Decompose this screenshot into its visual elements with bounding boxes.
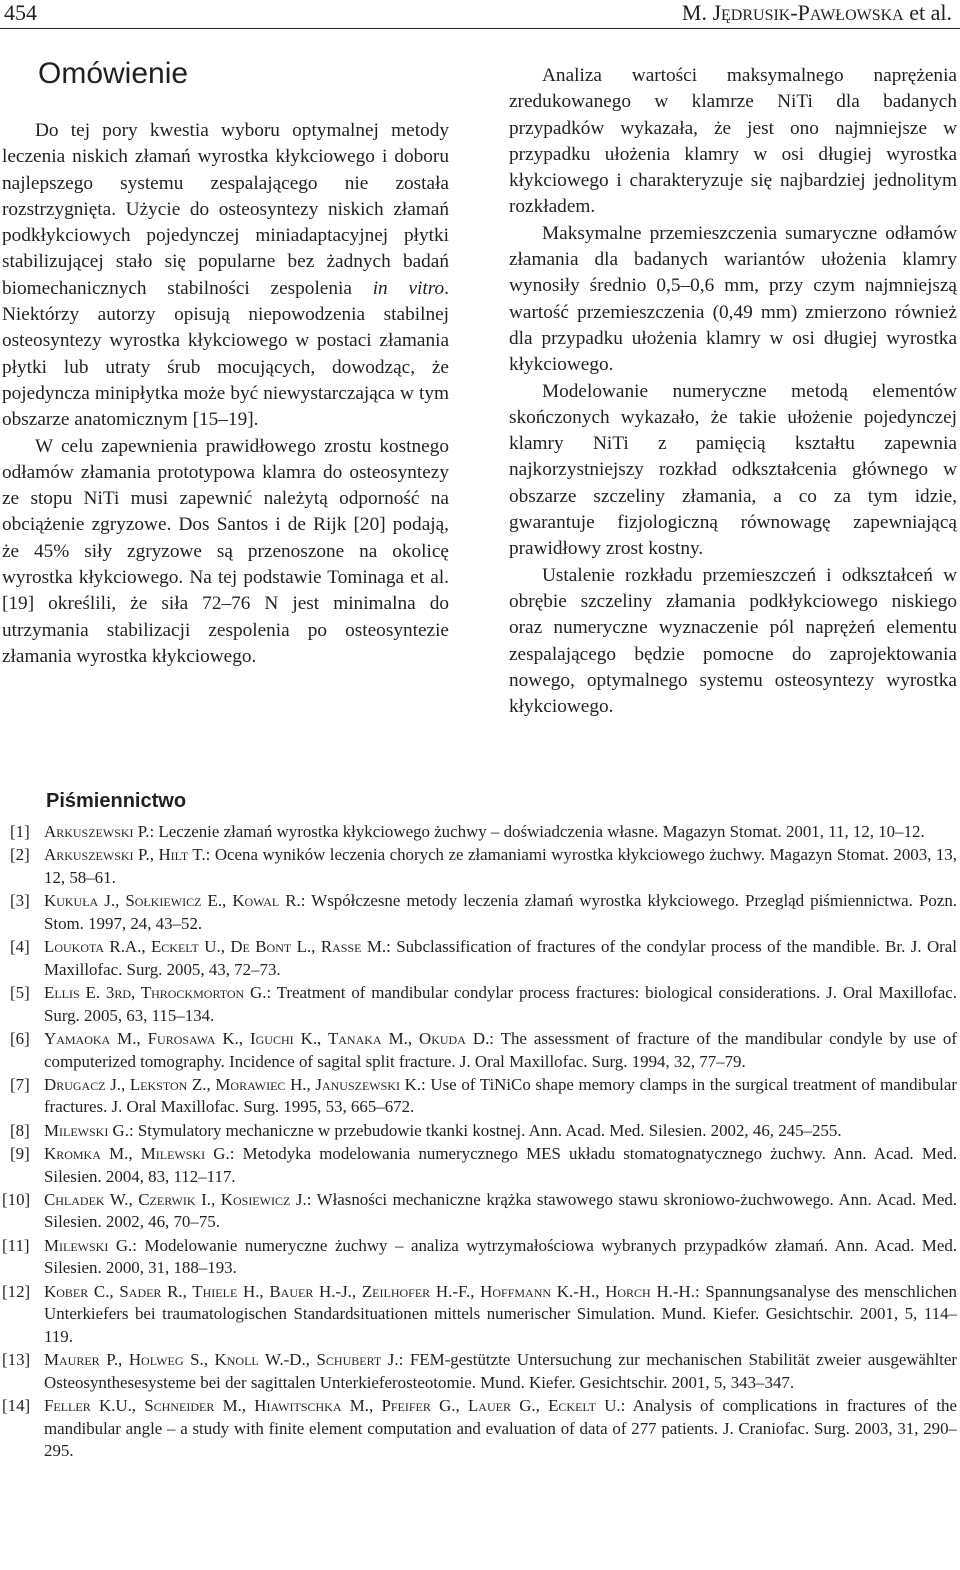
reference-text: : Spannungsanalyse des menschlichen Unterkiefers bei traumatologischen Standardsituationen mittels numerischer Simulation. Mund. Kiefer. Gesichtschir. 2001, 5, 114–119.: [44, 1281, 957, 1346]
reference-authors: Kober C., Sader R., Thiele H., Bauer H.-J., Zeilhofer H.-F., Hoffmann K.-H., Horch H.-H.: [44, 1281, 695, 1301]
running-head: [682, 0, 952, 29]
italic-text: in vitro: [372, 277, 445, 299]
reference-item: [2, 1281, 957, 1349]
paragraph: Maksymalne przemieszczenia sumaryczne odłamów złamania dla badanych wariantów ułożenia klamry wynosiły średnio 0,5–0,6 mm, przy czym najmniejszą wartość przemieszczenia (0,49 mm) zmierzono również dla przypadku ułożenia klamry w osi długiej wyrostka kłykciowego.: [509, 222, 957, 376]
text-run: . Niektórzy autorzy opisują niepowodzenia stabilnej osteosyntezy wyrostka kłykciowego w postaci złamania płytki lub utraty śrub mocujących, dowodząc, że pojedyncza minipłytka może być niewystarczająca w tym obszarze anatomicznym [15–19].: [2, 277, 449, 431]
reference-item: [2, 982, 957, 1027]
reference-authors: Maurer P., Holweg S., Knoll W.-D., Schubert J.: [44, 1350, 399, 1370]
reference-number: [4]: [10, 937, 30, 957]
reference-text: : FEM-gestützte Untersuchung zur mechanischen Stabilität zweier ausgewählter Osteosynthesesysteme bei der sagittalen Unterkieferosteotomie. Mund. Kiefer. Gesichtschir. 2001, 5, 343–347.: [44, 1350, 957, 1392]
reference-number: [5]: [10, 982, 30, 1002]
text-run: Do tej pory kwestia wyboru optymalnej metody leczenia niskich złamań wyrostka kłykciowego i doboru najlepszego systemu zespalającego nie została rozstrzygnięta. Użycie do osteosyntezy niskich złamań podkłykciowych pojedynczej miniadaptacyjnej płytki stabilizującej stało się popularne bez żadnych badań biomechanicznych stabilności zespolenia: [2, 120, 449, 299]
reference-text: : Treatment of mandibular condylar process fractures: biological considerations. J. Oral Maxillofac. Surg. 2005, 63, 115–134.: [44, 982, 958, 1025]
reference-authors: Kromka M., Milewski G.: [44, 1143, 230, 1163]
reference-text: : Własności mechaniczne krążka stawowego stawu skroniowo-żuchwowego. Ann. Acad. Med. Silesien. 2002, 46, 70–75.: [44, 1189, 957, 1232]
reference-item: [2, 1395, 957, 1463]
reference-authors: Feller K.U., Schneider M., Hiawitschka M., Pfeifer G., Lauer G., Eckelt U.: [44, 1396, 621, 1416]
reference-item: [2, 1349, 957, 1394]
left-column: [2, 118, 449, 670]
right-column: [509, 63, 957, 720]
section-title: Omówienie: [38, 57, 189, 90]
reference-authors: Drugacz J., Lekston Z., Morawiec H., Januszewski K.: [44, 1074, 422, 1094]
reference-item: [2, 936, 957, 981]
reference-number: [6]: [10, 1028, 30, 1048]
page-header: [0, 0, 960, 29]
references-title: Piśmiennictwo: [46, 790, 187, 812]
reference-authors: Chladek W., Czerwik I., Kosiewicz J.: [44, 1189, 307, 1209]
reference-text: : Subclassification of fractures of the condylar process of the mandible. Br. J. Oral Maxillofac. Surg. 2005, 43, 72–73.: [44, 937, 957, 979]
reference-number: [2]: [10, 845, 30, 865]
reference-text: : Ocena wyników leczenia chorych ze złamaniami wyrostka kłykciowego żuchwy. Magazyn Stomat. 2003, 13, 12, 58–61.: [44, 845, 957, 887]
references-list: [2, 821, 957, 1464]
reference-text: : Leczenie złamań wyrostka kłykciowego żuchwy – doświadczenia własne. Magazyn Stomat. 2001, 11, 12, 10–12.: [149, 822, 925, 841]
reference-number: [7]: [10, 1074, 30, 1094]
reference-number: [14]: [2, 1396, 31, 1416]
reference-number: [13]: [2, 1350, 31, 1370]
reference-text: : Metodyka modelowania numerycznego MES układu stomatognatycznego żuchwy. Ann. Acad. Med. Silesien. 2004, 83, 112–117.: [44, 1143, 957, 1186]
reference-text: : The assessment of fracture of the mandibular condyle by use of computerized tomography. Incidence of sagital split fracture. J. Oral Maxillofac. Surg. 1994, 32, 77–79.: [44, 1028, 957, 1071]
reference-text: : Analysis of complications in fractures of the mandibular angle – a study with finite element computation and evaluation of data of 277 patients. J. Craniofac. Surg. 2003, 31, 290–295.: [44, 1396, 957, 1461]
paragraph: Analiza wartości maksymalnego naprężenia zredukowanego w klamrze NiTi dla badanych przypadków wykazała, że jest ono najmniejsze w przypadku ułożenia klamry w osi długiej wyrostka kłykciowego i charakteryzuje się najbardziej jednolitym rozkładem.: [509, 65, 957, 218]
reference-authors: Kukuła J., Sołkiewicz E., Kowal R.: [44, 891, 301, 911]
reference-text: : Współczesne metody leczenia złamań wyrostka kłykciowego. Przegląd piśmiennictwa. Pozn. Stom. 1997, 24, 43–52.: [44, 891, 957, 933]
reference-item: [2, 844, 957, 889]
reference-text: : Stymulatory mechaniczne w przebudowie tkanki kostnej. Ann. Acad. Med. Silesien. 2002, 46, 245–255.: [128, 1120, 842, 1140]
reference-authors: Arkuszewski P., Hilt T.: [44, 845, 206, 865]
reference-item: [2, 1189, 957, 1234]
reference-number: [11]: [2, 1235, 30, 1255]
reference-number: [3]: [10, 891, 30, 911]
reference-text: : Modelowanie numeryczne żuchwy – analiza wytrzymałościowa wybranych przypadków złamań. Ann. Acad. Med. Silesien. 2000, 31, 188–193.: [44, 1235, 957, 1278]
reference-number: [9]: [10, 1143, 30, 1163]
reference-text: : Use of TiNiCo shape memory clamps in the surgical treatment of mandibular fractures. J. Oral Maxillofac. Surg. 1995, 53, 665–672.: [44, 1074, 957, 1117]
reference-number: [8]: [10, 1120, 30, 1140]
paragraph: W celu zapewnienia prawidłowego zrostu kostnego odłamów złamania prototypowa klamra do osteosyntezy ze stopu NiTi musi zapewnić należytą odporność na obciążenie zgryzowe. Dos Santos i de Rijk [20] podają, że 45% siły zgryzowe są przenoszone na okolicę wyrostka kłykciowego. Na tej podstawie Tominaga et al. [19] określili, że siła 72–76 N jest minimalna do utrzymania stabilizacji zespolenia po osteosyntezie złamania wyrostka kłykciowego.: [2, 435, 449, 667]
reference-item: [2, 890, 957, 935]
reference-authors: Milewski G.: [44, 1120, 129, 1140]
reference-number: [10]: [2, 1189, 31, 1209]
reference-authors: Milewski G.: [44, 1235, 133, 1255]
paragraph: Modelowanie numeryczne metodą elementów skończonych wykazało, że takie ułożenie pojedynczej klamry NiTi z pamięcią kształtu zapewnia najkorzystniejszy rozkład odkształcenia głównego w obszarze szczeliny złamania, a co za tym idzie, gwarantuje fizjologiczną równowagę zapewniającą prawidłowy zrost kostny.: [509, 380, 957, 560]
reference-item: [2, 1028, 957, 1073]
reference-item: [2, 1120, 957, 1143]
reference-authors: Ellis E. 3rd, Throckmorton G.: [44, 982, 267, 1002]
reference-authors: Loukota R.A., Eckelt U., De Bont L., Rasse M.: [44, 937, 387, 957]
reference-authors: Arkuszewski P.: [44, 822, 150, 841]
reference-number: [1]: [10, 822, 30, 841]
reference-item: [2, 1235, 957, 1280]
paragraph: Ustalenie rozkładu przemieszczeń i odkształceń w obrębie szczeliny złamania podkłykciowego niskiego oraz numeryczne wyznaczenie pól naprężeń elementu zespalającego będzie pomocne do zaprojektowania nowego, optymalnego systemu osteosyntezy wyrostka kłykciowego.: [509, 564, 957, 718]
running-head-text: M. JĘDRUSIK-PAWŁOWSKA et al.: [681, 0, 952, 25]
paragraph: [2, 118, 449, 434]
page-number: 454: [4, 0, 37, 25]
reference-item: [2, 821, 957, 844]
reference-authors: Yamaoka M., Furosawa K., Iguchi K., Tanaka M., Okuda D.: [44, 1028, 490, 1048]
reference-item: [2, 1143, 957, 1188]
reference-item: [2, 1074, 957, 1119]
reference-number: [12]: [2, 1281, 31, 1301]
